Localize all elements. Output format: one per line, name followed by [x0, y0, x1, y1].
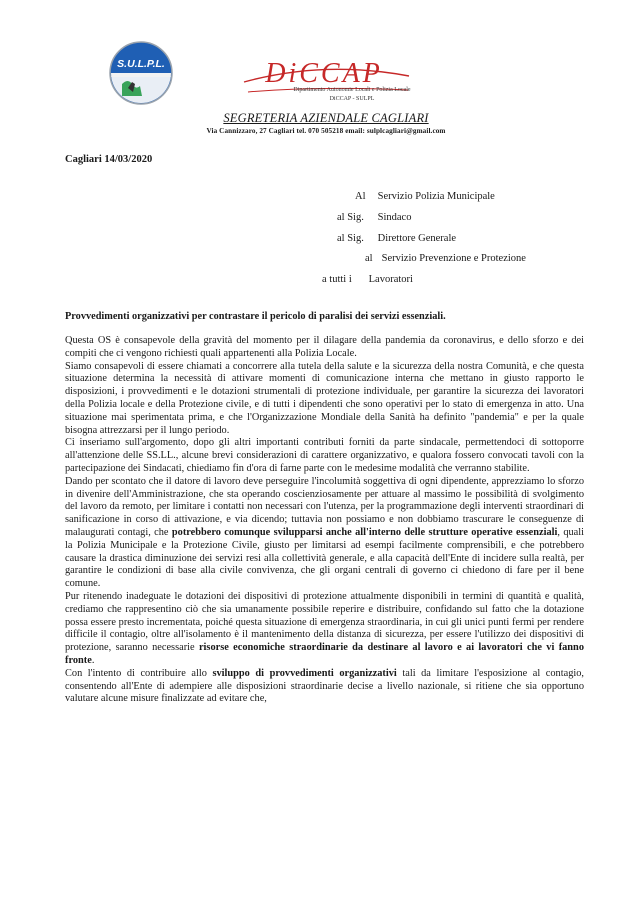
recipient-line: [355, 191, 495, 202]
body-emphasis: potrebbero comunque svilupparsi anche all'interno delle strutture operative essenziali: [171, 526, 558, 538]
sulpl-logo: [108, 40, 174, 106]
body-text: , quali la Polizia Municipale e la Protezione Civile, giusto per limitarsi ad esempi facilmente comprensibili, e che potrebbero causare la drastica diminuzione dei servizi resi alla collettività generale, e alla capacità dell'Ente di incidere sulla realtà, per garantire le condizioni di base alla civile convivenza, che gli organi centrali di governo ci chiedono di fare per il bene comune.: [65, 526, 585, 590]
recipient-line: [337, 233, 456, 244]
body-text: Con l'intento di contribuire allo: [65, 667, 213, 679]
recipient-name: Servizio Polizia Municipale: [377, 191, 495, 202]
recipient-name: Lavoratori: [368, 274, 413, 285]
diccap-subtitle: Dipartimento Autonomie Locali e Polizia Locale: [293, 87, 411, 93]
body-text: Ci inseriamo sull'argomento, dopo gli altri importanti contributi forniti da parte sindacale, permettendoci di sottoporre all'attenzione delle SS.LL., alcune brevi considerazioni di carattere organizzativo, e qualora fossero convocati tavoli con la partecipazione dei Sindacati, chiediamo fin d'ora di farne parte con le medesime modalità che verranno stabilite.: [65, 437, 584, 474]
body-text: Siamo consapevoli di essere chiamati a concorrere alla tutela della salute e la sicurezza della nostra Comunità, e che questa situazione determina la necessità di attivare momenti di comunicazione interna che mettano in giusto rapporto le disposizioni, i provvedimenti e le dotazioni strumentali di protezione individuale, per garantire la sicurezza dei lavoratori della Polizia locale e della Protezione civile, e di tutti i dipendenti che sono operativi per lo stato di emergenza in atto. Una situazione mai sperimentata prima, e che l'Organizzazione Mondiale della Sanità ha definito "pandemia" e per la quale bisogna attrezzarsi per il lungo periodo.: [65, 360, 584, 436]
recipient-prefix: Al: [355, 191, 366, 202]
address-line: Via Cannizzaro, 27 Cagliari tel. 070 505218 email: sulplcagliari@gmail.com: [206, 127, 446, 135]
letter-subject: Provvedimenti organizzativi per contrastare il pericolo di paralisi dei servizi essenziali.: [65, 311, 446, 322]
body-paragraph: [65, 591, 584, 668]
office-title: SEGRETERIA AZIENDALE CAGLIARI: [223, 111, 429, 125]
svg-text:S.U.L.P.L.: S.U.L.P.L.: [117, 58, 165, 70]
body-text: .: [91, 654, 95, 666]
body-paragraph: [65, 361, 584, 438]
body-emphasis: risorse economiche straordinarie da destinare al lavoro e ai lavoratori che vi fanno fronte: [65, 642, 584, 666]
recipient-name: Servizio Prevenzione e Protezione: [381, 253, 526, 264]
svg-text:DiCCAP: DiCCAP: [265, 58, 383, 89]
body-paragraph: [65, 476, 584, 591]
recipient-prefix: a tutti i: [322, 274, 352, 285]
recipient-prefix: al: [365, 253, 373, 264]
diccap-subtitle-2: DiCCAP - SULPL: [329, 96, 375, 102]
recipient-prefix: al Sig.: [337, 233, 364, 244]
body-text: Questa OS è consapevole della gravità del momento per il dilagare della pandemia da coronavirus, e dello sforzo e dei compiti che ci vengono richiesti quali appartenenti alla Polizia Locale.: [65, 335, 584, 359]
letter-body: [65, 335, 584, 706]
recipient-name: Sindaco: [377, 212, 412, 223]
body-paragraph: [65, 668, 584, 706]
body-paragraph: [65, 335, 584, 361]
body-paragraph: [65, 437, 584, 475]
recipient-prefix: al Sig.: [337, 212, 364, 223]
body-text: Pur ritenendo inadeguate le dotazioni dei dispositivi di protezione attualmente disponibili in termini di quantità e qualità, crediamo che rappresentino ciò che sia umanamente possibile reperire e distribuire, confidando sul fatto che la dotazione possa essere presto incrementata, poiché questa situazione di emergenza straordinaria, in cui gli unici punti fermi per rendere difficile il contagio, oltre all'isolamento è il mantenimento della distanza di sicurezza, per essere l'utilizzo dei dispositivi di protezione, saranno necessarie: [65, 590, 584, 654]
body-text: tali da limitare l'esposizione al contagio, consentendo all'Ente di adempiere alle disposizioni straordinarie decise a livello nazionale, si ritiene che sia opportuno valutare alcune misure finalizzate ad evitare che,: [65, 667, 584, 705]
recipient-name: Direttore Generale: [377, 233, 457, 244]
recipient-line: [322, 274, 413, 285]
recipient-line: [337, 212, 411, 223]
recipient-line: [365, 253, 526, 264]
letter-date: Cagliari 14/03/2020: [65, 154, 153, 165]
body-emphasis: sviluppo di provvedimenti organizzativi: [212, 667, 397, 679]
body-text: Dando per scontato che il datore di lavoro deve perseguire l'incolumità soggettiva di ogni dipendente, apprezziamo lo sforzo in divenire dell'Amministrazione, che sta operando coscienziosamente per attuare al massimo le possibilità di svolgimento del lavoro da remoto, per limitare i contatti non necessari con l'utenza, per la programmazione degli interventi straordinari di sanificazione in corso di attivazione, e via dicendo; tuttavia non possiamo e non dobbiamo trascurare le conseguenze di malaugurati contagi, che: [65, 475, 584, 538]
